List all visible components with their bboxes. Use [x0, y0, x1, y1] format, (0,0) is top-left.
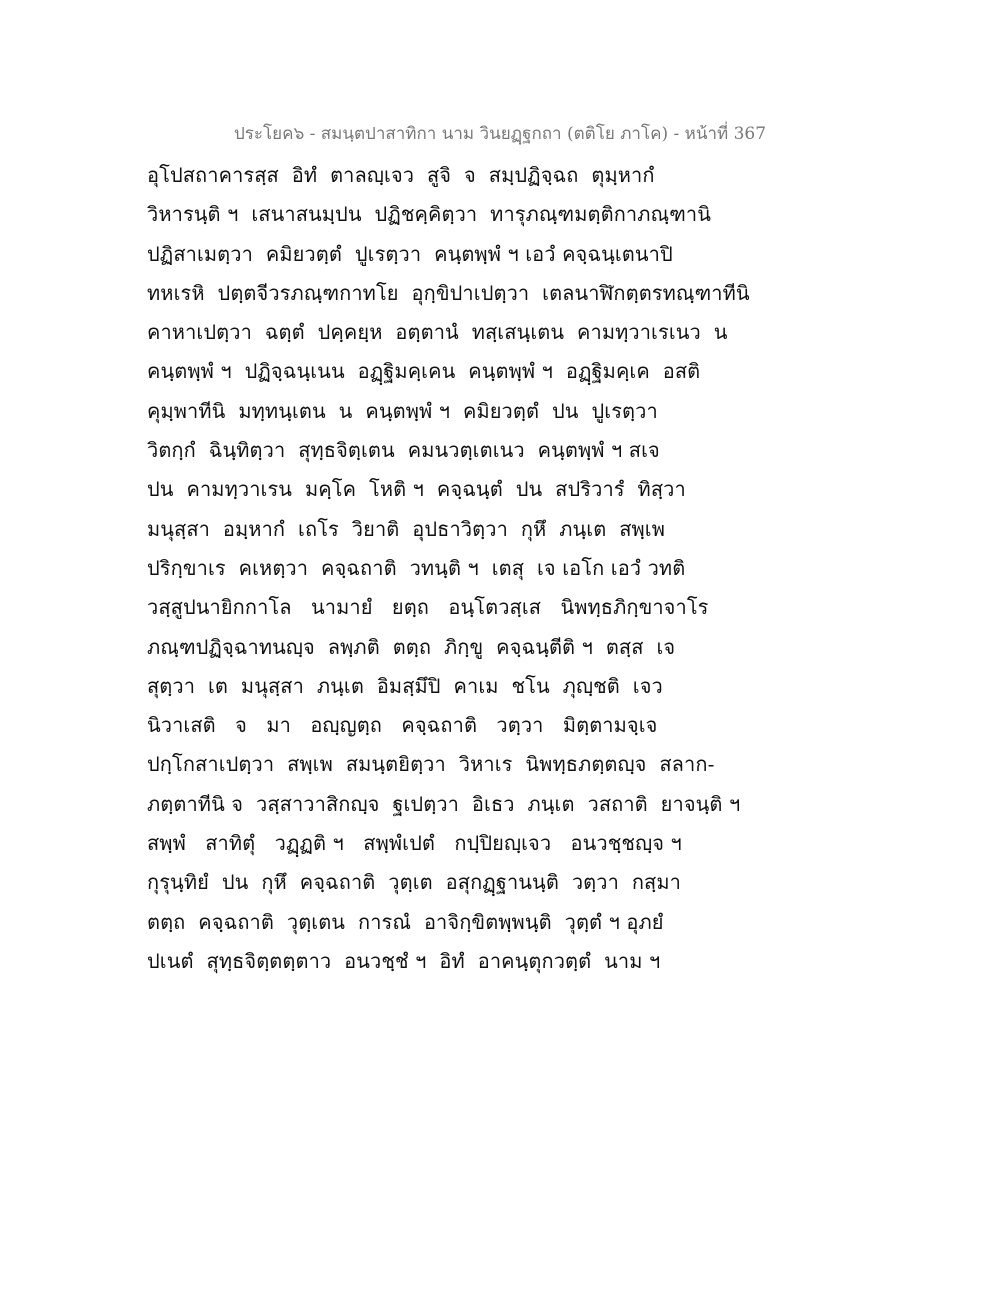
- text-line: วิตกฺกํ ฉินฺทิตฺวา สุทฺธจิตฺเตน คมนวตฺเตเนว คนฺตพฺพํ ฯ สเจ: [147, 438, 660, 463]
- text-line: ปฏิสาเมตฺวา คมิยวตฺตํ ปูเรตฺวา คนฺตพฺพํ ฯ เอวํ คจฺฉนฺเตนาปิ: [147, 241, 673, 266]
- text-line: ทหเรหิ ปตฺตจีวรภณฺฑกาทโย อุกฺขิปาเปตฺวา เตลนาฬิกตฺตรทณฺฑาทีนิ: [147, 280, 750, 305]
- text-line: กุรุนฺทิยํ ปน กุหึ คจฺฉถาติ วุตฺเต อสุกฏฺฐานนฺติ วตฺวา กสฺมา: [147, 870, 681, 895]
- text-line: นิวาเสติ จ มา อญฺญตฺถ คจฺฉถาติ วตฺวา มิตฺตามจฺเจ: [147, 713, 658, 738]
- text-line: คาหาเปตฺวา ฉตฺตํ ปคฺคยฺห อตฺตานํ ทสฺเสนฺเตน คามทฺวาเรเนว น: [147, 320, 728, 345]
- text-line: ปกฺโกสาเปตฺวา สพฺเพ สมนฺตยิตฺวา วิหาเร นิพทฺธภตฺตญฺจ สลาก-: [147, 752, 715, 777]
- text-line: วสฺสูปนายิกกาโล นามายํ ยตฺถ อนฺโตวสฺเส นิพทฺธภิกฺขาจาโร: [147, 595, 709, 620]
- text-line: มนุสฺสา อมฺหากํ เถโร วิยาติ อุปธาวิตฺวา กุหึ ภนฺเต สพฺเพ: [147, 516, 666, 541]
- text-line: ภณฺฑปฏิจฺฉาทนญฺจ ลพฺภติ ตตฺถ ภิกฺขู คจฺฉนฺตีติ ฯ ตสฺส เจ: [147, 634, 676, 659]
- text-line: สพฺพํ สาทิตุํ วฏฺฏติ ฯ สพฺพํเปตํ กปฺปิยญฺเจว อนวชฺชญฺจ ฯ: [147, 831, 682, 856]
- text-line: ปริกฺขาเร คเหตฺวา คจฺฉถาติ วทนฺติ ฯ เตสุ เจ เอโก เอวํ วทติ: [147, 555, 686, 580]
- text-line: สุตฺวา เต มนุสฺสา ภนฺเต อิมสฺมึปิ คาเม ชโน ภุญฺชติ เจว: [147, 673, 663, 698]
- text-line: คุมฺพาทีนิ มทฺทนฺเตน น คนฺตพฺพํ ฯ คมิยวตฺตํ ปน ปูเรตฺวา: [147, 398, 658, 423]
- text-line: คนฺตพฺพํ ฯ ปฏิจฺฉนฺเนน อฏฺฐิมคฺเคน คนฺตพฺพํ ฯ อฏฺฐิมคฺเค อสติ: [147, 359, 701, 384]
- text-line: ปน คามทฺวาเรน มคฺโค โหติ ฯ คจฺฉนฺตํ ปน สปริวารํ ทิสฺวา: [147, 477, 686, 502]
- text-line: ตตฺถ คจฺฉถาติ วุตฺเตน การณํ อาจิกฺขิตพฺพนฺติ วุตฺตํ ฯ อุภยํ: [147, 909, 664, 934]
- body-text: [147, 156, 867, 981]
- text-line: วิหารนฺติ ฯ เสนาสนมฺปน ปฏิชคฺคิตฺวา ทารุภณฺฑมตฺติกาภณฺฑานิ: [147, 202, 711, 227]
- running-header: ประโยค๖ - สมนฺตปาสาทิกา นาม วินยฏฺฐกถา (ตติโย ภาโค) - หน้าที่ 367: [233, 124, 767, 144]
- text-line: ปเนตํ สุทฺธจิตฺตตฺตาว อนวชฺชํ ฯ อิทํ อาคนฺตุกวตฺตํ นาม ฯ: [147, 948, 661, 973]
- text-line: ภตฺตาทีนิ จ วสฺสาวาสิกญฺจ ฐเปตฺวา อิเธว ภนฺเต วสถาติ ยาจนฺติ ฯ: [147, 791, 741, 816]
- text-line: อุโปสถาคารสฺส อิทํ ตาลญฺเจว สูจิ จ สมฺปฏิจฺฉถ ตุมฺหากํ: [147, 163, 655, 187]
